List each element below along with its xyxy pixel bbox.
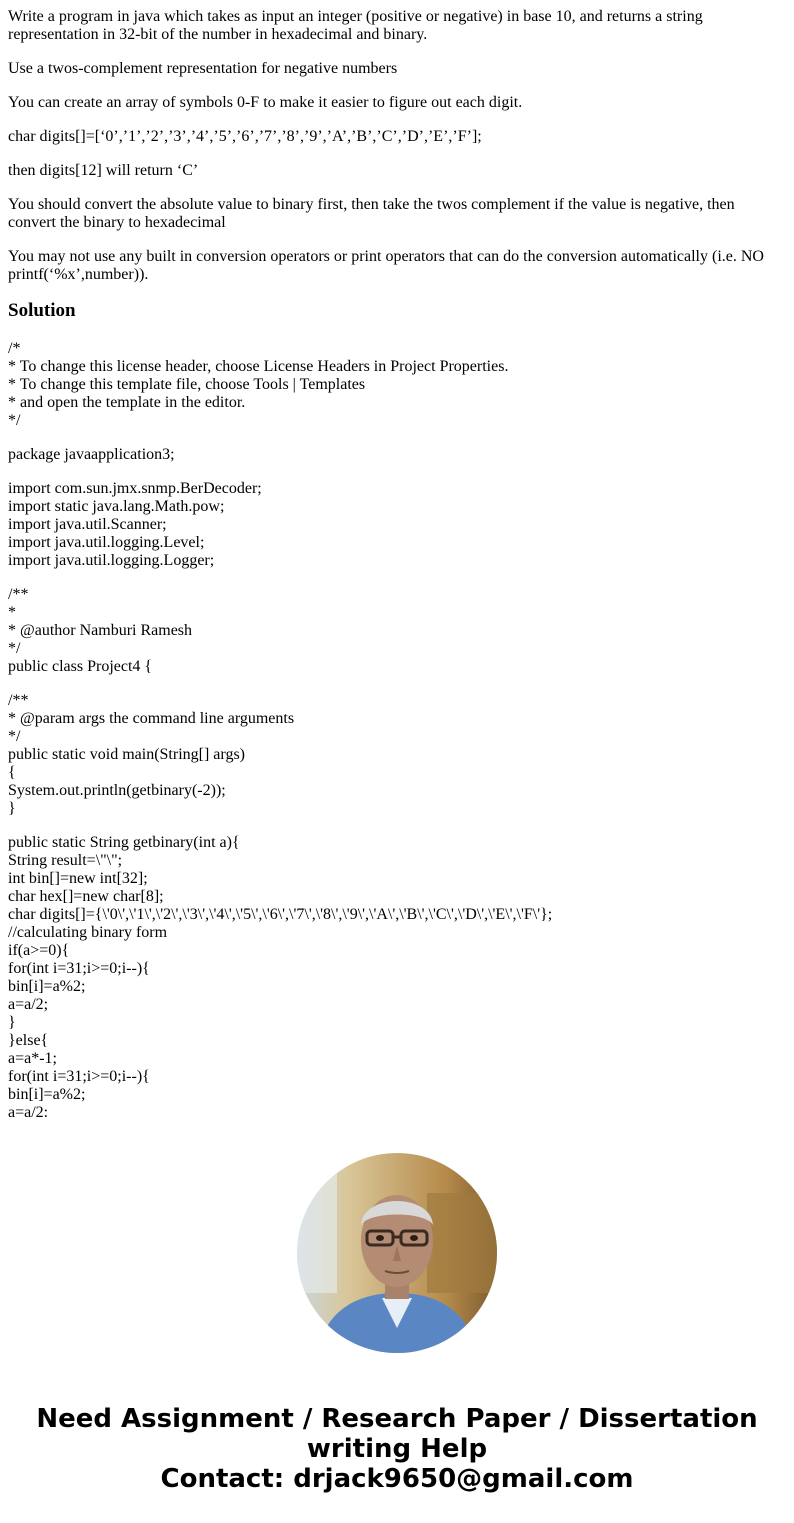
- code-line: bin[i]=a%2;: [8, 978, 86, 995]
- question-section: [8, 8, 786, 284]
- code-line: * @param args the command line arguments: [8, 710, 295, 727]
- code-line: {: [8, 764, 16, 781]
- code-line: int bin[]=new int[32];: [8, 870, 148, 887]
- solution-code: [8, 340, 786, 1122]
- question-paragraph: Use a twos-complement representation for negative numbers: [8, 60, 398, 77]
- code-line: char digits[]={\'0\',\'1\',\'2\',\'3\',\'4\',\'5\',\'6\',\'7\',\'8\',\'9\',\'A\',\'B\',\'C\',\'D\',\'E\',\'F\'};: [8, 906, 553, 923]
- code-line: * and open the template in the editor.: [8, 394, 246, 411]
- code-line: }: [8, 800, 16, 817]
- code-line: */: [8, 412, 21, 429]
- question-paragraph: You may not use any built in conversion operators or print operators that can do the conversion automatically (i.e. NO printf(‘%x’,number)).: [8, 248, 764, 283]
- code-paragraph: [8, 834, 786, 1122]
- footer-line-1: Need Assignment / Research Paper / Dissertation: [36, 1404, 758, 1434]
- code-line: /**: [8, 586, 29, 603]
- code-line: * To change this template file, choose Tools | Templates: [8, 376, 366, 393]
- question-paragraph: then digits[12] will return ‘C’: [8, 162, 199, 179]
- code-line: System.out.println(getbinary(-2));: [8, 782, 226, 799]
- solution-heading: Solution: [8, 300, 76, 321]
- code-line: import java.util.Scanner;: [8, 516, 167, 533]
- question-paragraph: You can create an array of symbols 0-F to make it easier to figure out each digit.: [8, 94, 523, 111]
- question-paragraph: char digits[]=[‘0’,’1’,’2’,’3’,’4’,’5’,’6’,’7’,’8’,’9’,’A’,’B’,’C’,’D’,’E’,’F’];: [8, 128, 482, 145]
- code-line: package javaapplication3;: [8, 446, 175, 463]
- question-paragraph: Write a program in java which takes as input an integer (positive or negative) in base 10, and returns a string representation in 32-bit of the number in hexadecimal and binary.: [8, 8, 703, 43]
- document-content: [8, 8, 786, 1138]
- code-line: a=a/2;: [8, 996, 49, 1013]
- code-paragraph: [8, 446, 786, 464]
- code-line: /**: [8, 692, 29, 709]
- code-line: public class Project4 {: [8, 658, 153, 675]
- code-paragraph: [8, 480, 786, 570]
- code-line: *: [8, 604, 16, 621]
- author-avatar: [297, 1153, 497, 1353]
- code-line: import com.sun.jmx.snmp.BerDecoder;: [8, 480, 262, 497]
- code-line: * To change this license header, choose License Headers in Project Properties.: [8, 358, 509, 375]
- code-line: /*: [8, 340, 21, 357]
- footer-contact: Contact: drjack9650@gmail.com: [160, 1464, 634, 1494]
- footer-banner: [0, 1404, 794, 1494]
- code-line: }else{: [8, 1032, 49, 1049]
- code-line: a=a/2:: [8, 1104, 49, 1121]
- code-paragraph: [8, 586, 786, 676]
- code-line: public static void main(String[] args): [8, 746, 245, 763]
- code-line: //calculating binary form: [8, 924, 168, 941]
- code-line: * @author Namburi Ramesh: [8, 622, 193, 639]
- code-line: */: [8, 640, 21, 657]
- code-line: public static String getbinary(int a){: [8, 834, 240, 851]
- code-line: bin[i]=a%2;: [8, 1086, 86, 1103]
- code-line: for(int i=31;i>=0;i--){: [8, 960, 150, 977]
- code-line: }: [8, 1014, 16, 1031]
- code-line: import java.util.logging.Level;: [8, 534, 205, 551]
- footer-line-2: writing Help: [306, 1434, 488, 1464]
- code-line: for(int i=31;i>=0;i--){: [8, 1068, 150, 1085]
- code-line: String result=\"\";: [8, 852, 123, 869]
- question-paragraph: You should convert the absolute value to binary first, then take the twos complement if the value is negative, then convert the binary to hexadecimal: [8, 196, 735, 231]
- code-paragraph: [8, 340, 786, 430]
- code-line: a=a*-1;: [8, 1050, 57, 1067]
- code-paragraph: [8, 692, 786, 818]
- code-line: import java.util.logging.Logger;: [8, 552, 215, 569]
- code-line: import static java.lang.Math.pow;: [8, 498, 225, 515]
- code-line: */: [8, 728, 21, 745]
- author-photo: [297, 1153, 497, 1353]
- code-line: if(a>=0){: [8, 942, 70, 959]
- code-line: char hex[]=new char[8];: [8, 888, 164, 905]
